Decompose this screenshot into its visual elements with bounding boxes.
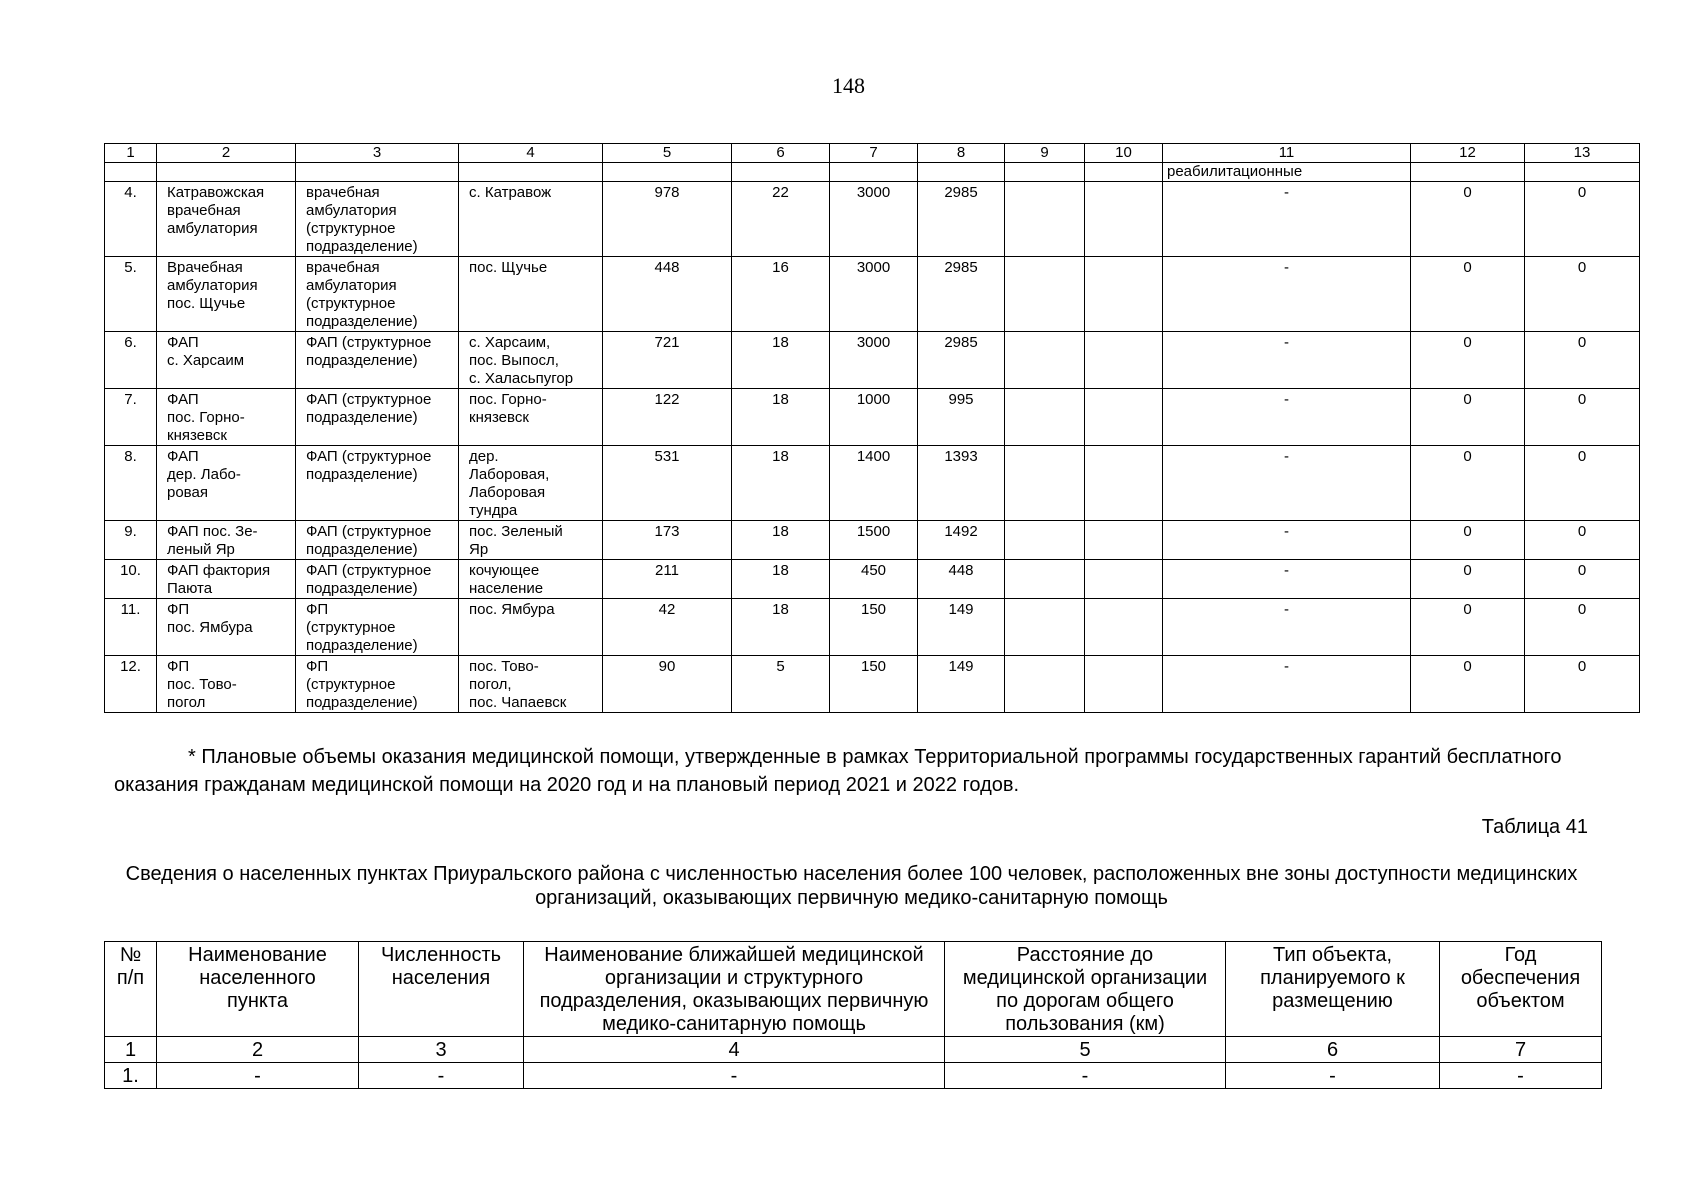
table-cell: 18	[732, 446, 830, 521]
table-cell: 12.	[105, 656, 157, 713]
table-cell: 0	[1525, 521, 1640, 560]
table-cell: врачебная амбулатория (структурное подразделение)	[296, 182, 459, 257]
table-cell	[1005, 182, 1085, 257]
table-cell: с. Катравож	[459, 182, 603, 257]
table-cell	[296, 163, 459, 182]
table-cell	[1005, 163, 1085, 182]
table-cell: 0	[1525, 332, 1640, 389]
table-cell: 1000	[830, 389, 918, 446]
table-cell: 448	[603, 257, 732, 332]
table-cell	[1085, 332, 1163, 389]
table-cell: 2985	[918, 182, 1005, 257]
table-cell	[732, 163, 830, 182]
table-cell: Катравожская врачебная амбулатория	[157, 182, 296, 257]
table-cell	[1085, 182, 1163, 257]
table-row	[105, 521, 1640, 560]
table-cell: 0	[1525, 599, 1640, 656]
table-cell: пос. Зеленый Яр	[459, 521, 603, 560]
table-cell: 1.	[105, 1063, 157, 1089]
column-header: Численность населения	[359, 942, 524, 1037]
table-cell: 18	[732, 560, 830, 599]
column-number: 3	[296, 144, 459, 163]
table-cell: 16	[732, 257, 830, 332]
table-cell: -	[1163, 257, 1411, 332]
column-number: 8	[918, 144, 1005, 163]
table-cell: -	[157, 1063, 359, 1089]
table-cell: 8.	[105, 446, 157, 521]
table-cell: ФАП пос. Зе- леный Яр	[157, 521, 296, 560]
table-cell: 4.	[105, 182, 157, 257]
column-header: Наименование населенного пункта	[157, 942, 359, 1037]
column-header: № п/п	[105, 942, 157, 1037]
column-number: 3	[359, 1037, 524, 1063]
table-cell: 5.	[105, 257, 157, 332]
table-cell	[1085, 257, 1163, 332]
table-cell: 0	[1411, 560, 1525, 599]
table-cell: пос. Щучье	[459, 257, 603, 332]
table-cell: 149	[918, 599, 1005, 656]
table-cell: 0	[1411, 257, 1525, 332]
column-number: 4	[459, 144, 603, 163]
table-cell: -	[1163, 599, 1411, 656]
table-cell: -	[1226, 1063, 1440, 1089]
table-cell: ФАП (структурное подразделение)	[296, 521, 459, 560]
table-cell: 2985	[918, 332, 1005, 389]
table-cell: 0	[1525, 656, 1640, 713]
table-cell: -	[945, 1063, 1226, 1089]
table-caption: Сведения о населенных пунктах Приуральского района с численностью населения более 100 человек, расположенных вне зоны доступности медицинских организаций, оказывающих первичную медико-санитарную помощь	[125, 863, 1578, 909]
table-cell: -	[1163, 446, 1411, 521]
table-cell: пос. Горно- князевск	[459, 389, 603, 446]
table-cell: 0	[1411, 446, 1525, 521]
page-number: 148	[832, 73, 865, 98]
table-cell	[1085, 446, 1163, 521]
table-row	[105, 257, 1640, 332]
table-cell: 18	[732, 521, 830, 560]
table-row	[105, 332, 1640, 389]
column-number: 7	[830, 144, 918, 163]
table-cell: 3000	[830, 182, 918, 257]
settlements-table	[104, 941, 1602, 1089]
table-cell: 149	[918, 656, 1005, 713]
table-cell: 0	[1411, 656, 1525, 713]
column-header: Год обеспечения объектом	[1440, 942, 1602, 1037]
table-cell	[1005, 521, 1085, 560]
table-cell: -	[524, 1063, 945, 1089]
table-cell	[1525, 163, 1640, 182]
table-cell: 3000	[830, 257, 918, 332]
table-cell: 0	[1525, 257, 1640, 332]
column-header: Расстояние до медицинской организации по дорогам общего пользования (км)	[945, 942, 1226, 1037]
table-cell	[603, 163, 732, 182]
table-cell: ФАП дер. Лабо- ровая	[157, 446, 296, 521]
table-cell: 1492	[918, 521, 1005, 560]
table-cell	[1085, 656, 1163, 713]
table-cell: 448	[918, 560, 1005, 599]
column-number: 4	[524, 1037, 945, 1063]
table-cell	[1085, 599, 1163, 656]
table-cell	[459, 163, 603, 182]
column-number: 6	[732, 144, 830, 163]
table-cell: 0	[1525, 446, 1640, 521]
table-cell	[1085, 560, 1163, 599]
table-cell: 3000	[830, 332, 918, 389]
table-cell: ФП пос. Тово- погол	[157, 656, 296, 713]
table-cell: ФАП (структурное подразделение)	[296, 389, 459, 446]
table-cell: 18	[732, 332, 830, 389]
table-cell: ФП (структурное подразделение)	[296, 599, 459, 656]
table-cell: кочующее население	[459, 560, 603, 599]
column-number: 5	[945, 1037, 1226, 1063]
table-cell: ФАП фактория Паюта	[157, 560, 296, 599]
table-cell: -	[359, 1063, 524, 1089]
table-cell: ФАП (структурное подразделение)	[296, 560, 459, 599]
table-cell: -	[1163, 389, 1411, 446]
facilities-table	[104, 143, 1640, 713]
table-cell	[918, 163, 1005, 182]
table-header-row	[105, 144, 1640, 163]
table-cell: 531	[603, 446, 732, 521]
column-header: Наименование ближайшей медицинской организации и структурного подразделения, оказывающих первичную медико-санитарную помощь	[524, 942, 945, 1037]
table-cell: ФАП пос. Горно- князевск	[157, 389, 296, 446]
table-cell: 1500	[830, 521, 918, 560]
table-cell	[1005, 446, 1085, 521]
table-cell: 1400	[830, 446, 918, 521]
column-number: 6	[1226, 1037, 1440, 1063]
table-cell	[1085, 163, 1163, 182]
table-cell: ФАП (структурное подразделение)	[296, 332, 459, 389]
table-cell: 42	[603, 599, 732, 656]
table-cell: -	[1163, 521, 1411, 560]
table-row	[105, 656, 1640, 713]
table-cell: 0	[1525, 389, 1640, 446]
footnote: * Плановые объемы оказания медицинской помощи, утвержденные в рамках Территориальной программы государственных гарантий бесплатного оказания гражданам медицинской помощи на 2020 год и на плановый период 2021 и 2022 годов.	[114, 746, 1562, 796]
table-cell: 0	[1525, 182, 1640, 257]
table-cell: 721	[603, 332, 732, 389]
table-row	[105, 446, 1640, 521]
column-number: 5	[603, 144, 732, 163]
table-cell: 18	[732, 599, 830, 656]
table-header-row	[105, 942, 1602, 1037]
table-cell	[157, 163, 296, 182]
column-number: 11	[1163, 144, 1411, 163]
table-row	[105, 389, 1640, 446]
column-number: 13	[1525, 144, 1640, 163]
table-number: Таблица 41	[1481, 816, 1588, 838]
table-cell	[830, 163, 918, 182]
table-cell: 150	[830, 599, 918, 656]
column-number: 2	[157, 1037, 359, 1063]
table-cell: 0	[1411, 599, 1525, 656]
column-number: 10	[1085, 144, 1163, 163]
column-number: 7	[1440, 1037, 1602, 1063]
table-cell: 122	[603, 389, 732, 446]
table-cell	[1085, 521, 1163, 560]
column-number: 1	[105, 144, 157, 163]
table-cell	[1005, 332, 1085, 389]
table-cell	[1005, 560, 1085, 599]
table-cell: 10.	[105, 560, 157, 599]
table-cell: Врачебная амбулатория пос. Щучье	[157, 257, 296, 332]
table-cell: 7.	[105, 389, 157, 446]
table-cell: 6.	[105, 332, 157, 389]
table-cell: ФП (структурное подразделение)	[296, 656, 459, 713]
table-cell: -	[1163, 332, 1411, 389]
table-cell: 0	[1411, 389, 1525, 446]
table-row	[105, 182, 1640, 257]
table-cell: 2985	[918, 257, 1005, 332]
table-cell	[105, 163, 157, 182]
table-cell: ФАП с. Харсаим	[157, 332, 296, 389]
column-numbering-row	[105, 1037, 1602, 1063]
column-number: 1	[105, 1037, 157, 1063]
table-cell: ФАП (структурное подразделение)	[296, 446, 459, 521]
table-row	[105, 1063, 1602, 1089]
table-cell: с. Харсаим, пос. Выпосл, с. Халасьпугор	[459, 332, 603, 389]
table-cell: 995	[918, 389, 1005, 446]
table-row	[105, 560, 1640, 599]
table-cell: -	[1440, 1063, 1602, 1089]
table-cell: 978	[603, 182, 732, 257]
table-row	[105, 599, 1640, 656]
table-cell: реабилитационные	[1163, 163, 1411, 182]
table-cell: 0	[1411, 332, 1525, 389]
column-number: 9	[1005, 144, 1085, 163]
table-cell: -	[1163, 560, 1411, 599]
table-cell: 1393	[918, 446, 1005, 521]
table-cell: ФП пос. Ямбура	[157, 599, 296, 656]
continuation-row	[105, 163, 1640, 182]
table-cell: 450	[830, 560, 918, 599]
table-cell	[1085, 389, 1163, 446]
table-cell	[1005, 257, 1085, 332]
table-cell	[1411, 163, 1525, 182]
table-cell: -	[1163, 182, 1411, 257]
table-cell	[1005, 599, 1085, 656]
table-cell	[1005, 389, 1085, 446]
table-cell: 173	[603, 521, 732, 560]
table-cell: 18	[732, 389, 830, 446]
column-number: 12	[1411, 144, 1525, 163]
table-cell: 11.	[105, 599, 157, 656]
table-cell: 0	[1411, 521, 1525, 560]
table-cell: 9.	[105, 521, 157, 560]
table-cell: 211	[603, 560, 732, 599]
table-cell: пос. Тово- погол, пос. Чапаевск	[459, 656, 603, 713]
column-number: 2	[157, 144, 296, 163]
table-cell: дер. Лаборовая, Лаборовая тундра	[459, 446, 603, 521]
table-cell	[1005, 656, 1085, 713]
table-cell: 22	[732, 182, 830, 257]
table-cell: 150	[830, 656, 918, 713]
table-cell: 5	[732, 656, 830, 713]
table-cell: 0	[1525, 560, 1640, 599]
table-cell: 0	[1411, 182, 1525, 257]
table-cell: пос. Ямбура	[459, 599, 603, 656]
table-cell: 90	[603, 656, 732, 713]
table-cell: -	[1163, 656, 1411, 713]
table-cell: врачебная амбулатория (структурное подразделение)	[296, 257, 459, 332]
column-header: Тип объекта, планируемого к размещению	[1226, 942, 1440, 1037]
